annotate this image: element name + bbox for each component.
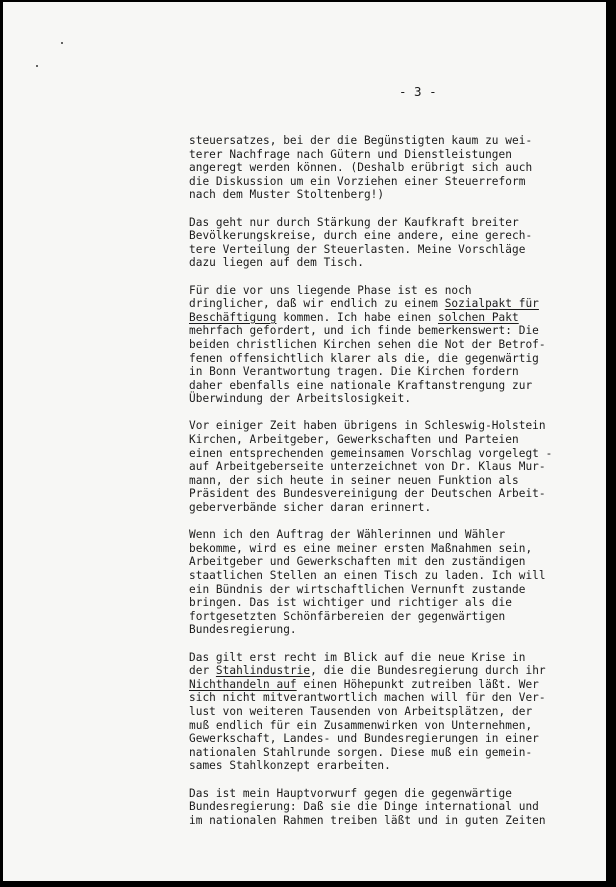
paragraph-4: [189, 419, 569, 514]
scan-border: [606, 0, 616, 887]
text-line: Bevölkerungskreise, durch eine andere, eine gerech-: [189, 229, 533, 243]
paragraph-7: [189, 787, 569, 828]
text-segment: einen Höhepunkt zutreiben läßt. Wer: [296, 677, 539, 691]
text-line: bringen. Das ist wichtiger und richtiger als die: [189, 596, 512, 610]
text-line: steuersatzes, bei der die Begünstigten kaum zu wei-: [189, 134, 533, 147]
text-line: Das geht nur durch Stärkung der Kaufkraft breiter: [189, 215, 519, 229]
paragraph-5: [189, 528, 569, 637]
paragraph-2: [189, 216, 569, 270]
text-line: muß endlich für ein Zusammenwirken von Unternehmen,: [189, 718, 533, 732]
text-line: sames Stahlkonzept erarbeiten.: [189, 759, 391, 773]
text-segment: , die die Bundesregierung durch ihr: [310, 664, 546, 678]
text-line: [189, 297, 569, 311]
text-line: Überwindung der Arbeitslosigkeit.: [189, 392, 412, 406]
text-line: die Diskussion um ein Vorziehen einer Steuerreform: [189, 174, 526, 188]
text-line: Gewerkschaft, Landes- und Bundesregierungen in einer: [189, 732, 539, 746]
underlined-solchen-pakt: solchen Pakt: [437, 310, 519, 324]
text-line: tere Verteilung der Steuerlasten. Meine Vorschläge: [189, 242, 526, 256]
paragraph-1: [189, 134, 569, 202]
text-line: nach dem Muster Stoltenberg!): [189, 188, 385, 202]
text-line: einen entsprechenden gemeinsamen Vorschlag vorgelegt -: [189, 446, 553, 460]
text-line: Das gilt erst recht im Blick auf die neue Krise in: [189, 650, 526, 664]
text-line: bekomme, wird es eine meiner ersten Maßnahmen sein,: [189, 541, 533, 555]
text-line: [189, 311, 569, 325]
text-line: terer Nachfrage nach Gütern und Dienstleistungen: [189, 147, 512, 161]
page-number: - 3 -: [399, 84, 437, 99]
underlined-stahlindustrie: Stahlindustrie: [215, 664, 311, 678]
paragraph-6: [189, 651, 569, 773]
text-line: Bundesregierung: Daß sie die Dinge international und: [189, 800, 539, 814]
text-line: Vor einiger Zeit haben übrigens in Schleswig-Holstein: [189, 419, 546, 433]
text-line: fortgesetzten Schönfärbereien der gegenwärtigen: [189, 609, 506, 623]
text-line: lust von weiteren Tausenden von Arbeitsplätzen, der: [189, 704, 533, 718]
scan-speck: [36, 65, 38, 67]
text-line: beiden christlichen Kirchen sehen die Not der Betrof-: [189, 337, 546, 351]
text-segment: kommen. Ich habe einen: [276, 310, 438, 324]
text-line: Kirchen, Arbeitgeber, Gewerkschaften und Parteien: [189, 433, 519, 447]
underlined-nichthandeln: Nichthandeln auf: [189, 677, 297, 691]
underlined-beschaeftigung: Beschäftigung: [189, 310, 277, 324]
text-line: dazu liegen auf dem Tisch.: [189, 256, 364, 270]
text-line: [189, 678, 569, 692]
scan-speck: [61, 42, 63, 44]
text-line: geberverbände sicher daran erinnert.: [189, 501, 432, 515]
text-segment: dringlicher, daß wir endlich zu einem: [189, 297, 445, 311]
text-line: Für die vor uns liegende Phase ist es noch: [189, 283, 472, 297]
document-page: [3, 2, 606, 881]
text-line: im nationalen Rahmen treiben läßt und in guten Zeiten: [189, 813, 546, 827]
text-line: [189, 664, 569, 678]
text-line: mann, der sich heute in seiner neuen Funktion als: [189, 473, 519, 487]
text-line: daher ebenfalls eine nationale Kraftanstrengung zur: [189, 378, 533, 392]
text-line: Bundesregierung.: [189, 623, 297, 637]
text-line: sich nicht mitverantwortlich machen will für den Ver-: [189, 691, 546, 705]
text-line: ein Bündnis der wirtschaftlichen Vernunft zustande: [189, 582, 526, 596]
text-line: Präsident des Bundesvereinigung der Deutschen Arbeit-: [189, 487, 546, 501]
text-line: Arbeitgeber und Gewerkschaften mit den zuständigen: [189, 555, 526, 569]
text-line: nationalen Stahlrunde sorgen. Diese muß ein gemein-: [189, 745, 533, 759]
underlined-sozialpakt: Sozialpakt für: [444, 297, 539, 311]
text-line: angeregt werden können. (Deshalb erübrigt sich auch: [189, 161, 533, 175]
text-line: auf Arbeitgeberseite unterzeichnet von Dr. Klaus Mur-: [189, 460, 546, 474]
text-line: fenen offensichtlich klarer als die, die gegenwärtig: [189, 351, 539, 365]
body-text: [189, 134, 569, 841]
text-segment: der: [189, 664, 216, 678]
paragraph-3: [189, 284, 569, 406]
text-line: Wenn ich den Auftrag der Wählerinnen und Wähler: [189, 528, 506, 542]
text-line: mehrfach gefordert, und ich finde bemerkenswert: Die: [189, 324, 539, 338]
text-line: in Bonn Verantwortung tragen. Die Kirchen fordern: [189, 365, 519, 379]
text-line: staatlichen Stellen an einen Tisch zu laden. Ich will: [189, 569, 546, 582]
text-line: Das ist mein Hauptvorwurf gegen die gegenwärtige: [189, 786, 512, 800]
